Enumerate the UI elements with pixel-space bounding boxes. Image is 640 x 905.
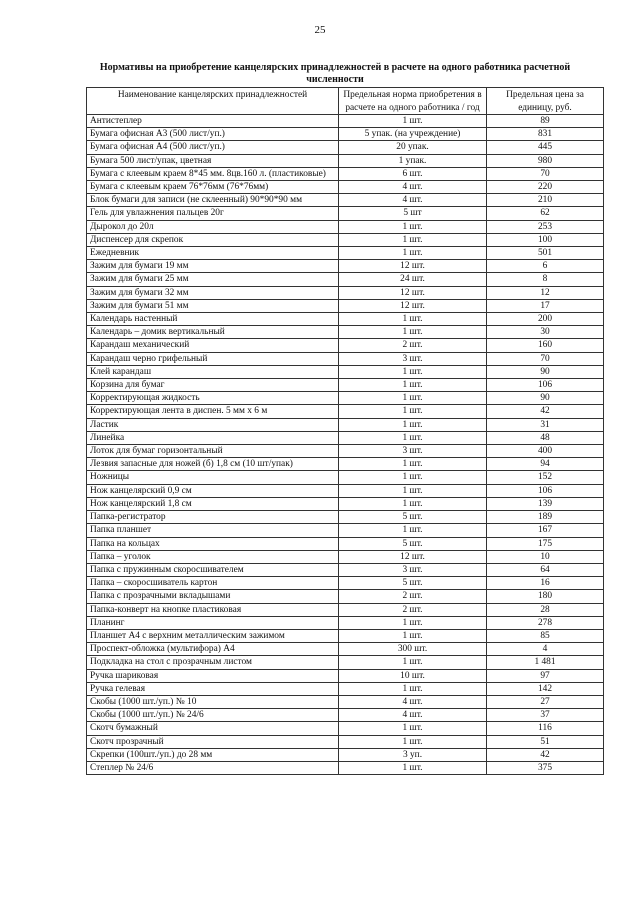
table-row <box>87 748 604 761</box>
item-name-cell: Лезвия запасные для ножей (б) 1,8 см (10 шт/упак) <box>87 458 339 471</box>
price-cell: 48 <box>487 431 604 444</box>
item-name-cell: Корзина для бумаг <box>87 379 339 392</box>
price-cell: 278 <box>487 616 604 629</box>
item-name-cell: Папка-конверт на кнопке пластиковая <box>87 603 339 616</box>
norm-cell: 4 шт. <box>339 181 487 194</box>
item-name-cell: Бумага с клеевым краем 76*76мм (76*76мм) <box>87 181 339 194</box>
price-cell: 152 <box>487 471 604 484</box>
price-cell: 220 <box>487 181 604 194</box>
price-cell: 85 <box>487 629 604 642</box>
price-cell: 167 <box>487 524 604 537</box>
table-row <box>87 260 604 273</box>
price-cell: 17 <box>487 299 604 312</box>
norm-cell: 10 шт. <box>339 669 487 682</box>
item-name-cell: Скобы (1000 шт./уп.) № 24/6 <box>87 709 339 722</box>
price-cell: 253 <box>487 220 604 233</box>
price-cell: 70 <box>487 352 604 365</box>
document-title: Нормативы на приобретение канцелярских принадлежностей в расчете на одного работника расчетной численности <box>99 62 571 85</box>
table-row <box>87 458 604 471</box>
norm-cell: 2 шт. <box>339 339 487 352</box>
table-row <box>87 761 604 774</box>
item-name-cell: Папка-регистратор <box>87 511 339 524</box>
table-row <box>87 511 604 524</box>
price-cell: 831 <box>487 128 604 141</box>
price-cell: 106 <box>487 484 604 497</box>
norm-cell: 1 шт. <box>339 484 487 497</box>
price-cell: 139 <box>487 497 604 510</box>
item-name-cell: Календарь – домик вертикальный <box>87 326 339 339</box>
norm-cell: 12 шт. <box>339 550 487 563</box>
table-row <box>87 550 604 563</box>
norm-cell: 4 шт. <box>339 709 487 722</box>
item-name-cell: Бумага офисная А4 (500 лист/уп.) <box>87 141 339 154</box>
table-row <box>87 392 604 405</box>
table-row <box>87 167 604 180</box>
norm-cell: 1 упак. <box>339 154 487 167</box>
table-row <box>87 484 604 497</box>
price-cell: 142 <box>487 682 604 695</box>
table-row <box>87 590 604 603</box>
item-name-cell: Клей карандаш <box>87 365 339 378</box>
norm-cell: 1 шт. <box>339 313 487 326</box>
item-name-cell: Зажим для бумаги 51 мм <box>87 299 339 312</box>
price-cell: 160 <box>487 339 604 352</box>
price-cell: 189 <box>487 511 604 524</box>
price-cell: 28 <box>487 603 604 616</box>
norm-cell: 3 шт. <box>339 563 487 576</box>
item-name-cell: Нож канцелярский 0,9 см <box>87 484 339 497</box>
price-cell: 10 <box>487 550 604 563</box>
table-row <box>87 313 604 326</box>
norm-cell: 1 шт. <box>339 471 487 484</box>
price-cell: 6 <box>487 260 604 273</box>
price-cell: 51 <box>487 735 604 748</box>
norm-cell: 1 шт. <box>339 247 487 260</box>
price-cell: 445 <box>487 141 604 154</box>
norm-cell: 12 шт. <box>339 260 487 273</box>
price-cell: 180 <box>487 590 604 603</box>
norm-cell: 12 шт. <box>339 286 487 299</box>
item-name-cell: Папка с пружинным скоросшивателем <box>87 563 339 576</box>
table-row <box>87 497 604 510</box>
header-price: Предельная цена за единицу, руб. <box>487 88 604 115</box>
table-header-row <box>87 88 604 115</box>
norm-cell: 1 шт. <box>339 431 487 444</box>
norm-cell: 24 шт. <box>339 273 487 286</box>
table-row <box>87 431 604 444</box>
table-row <box>87 524 604 537</box>
item-name-cell: Ластик <box>87 418 339 431</box>
table-row <box>87 537 604 550</box>
price-cell: 106 <box>487 379 604 392</box>
price-cell: 375 <box>487 761 604 774</box>
item-name-cell: Папка – скоросшиватель картон <box>87 577 339 590</box>
norm-cell: 3 уп. <box>339 748 487 761</box>
table-row <box>87 339 604 352</box>
price-cell: 62 <box>487 207 604 220</box>
item-name-cell: Папка на кольцах <box>87 537 339 550</box>
norm-cell: 1 шт. <box>339 233 487 246</box>
table-row <box>87 273 604 286</box>
price-cell: 100 <box>487 233 604 246</box>
item-name-cell: Корректирующая жидкость <box>87 392 339 405</box>
price-cell: 30 <box>487 326 604 339</box>
price-cell: 27 <box>487 695 604 708</box>
table-row <box>87 141 604 154</box>
header-item-name: Наименование канцелярских принадлежностей <box>87 88 339 115</box>
item-name-cell: Зажим для бумаги 25 мм <box>87 273 339 286</box>
item-name-cell: Корректирующая лента в диспен. 5 мм х 6 м <box>87 405 339 418</box>
price-cell: 42 <box>487 748 604 761</box>
norm-cell: 4 шт. <box>339 695 487 708</box>
norm-cell: 3 шт. <box>339 352 487 365</box>
norm-cell: 2 шт. <box>339 603 487 616</box>
norm-cell: 1 шт. <box>339 524 487 537</box>
norm-cell: 1 шт. <box>339 682 487 695</box>
norm-cell: 3 шт. <box>339 445 487 458</box>
norm-cell: 1 шт. <box>339 379 487 392</box>
norm-cell: 1 шт. <box>339 392 487 405</box>
norm-cell: 1 шт. <box>339 220 487 233</box>
header-norm: Предельная норма приобретения в расчете на одного работника / год <box>339 88 487 115</box>
price-cell: 4 <box>487 643 604 656</box>
price-cell: 70 <box>487 167 604 180</box>
item-name-cell: Зажим для бумаги 19 мм <box>87 260 339 273</box>
norm-cell: 4 шт. <box>339 194 487 207</box>
price-cell: 97 <box>487 669 604 682</box>
table-row <box>87 405 604 418</box>
item-name-cell: Бумага с клеевым краем 8*45 мм. 8цв.160 л. (пластиковые) <box>87 167 339 180</box>
item-name-cell: Лоток для бумаг горизонтальный <box>87 445 339 458</box>
table-row <box>87 735 604 748</box>
item-name-cell: Блок бумаги для записи (не склеенный) 90*90*90 мм <box>87 194 339 207</box>
item-name-cell: Подкладка на стол с прозрачным листом <box>87 656 339 669</box>
price-cell: 42 <box>487 405 604 418</box>
item-name-cell: Скобы (1000 шт./уп.) № 10 <box>87 695 339 708</box>
item-name-cell: Зажим для бумаги 32 мм <box>87 286 339 299</box>
norm-cell: 5 шт. <box>339 511 487 524</box>
norm-cell: 1 шт. <box>339 722 487 735</box>
table-row <box>87 722 604 735</box>
price-cell: 90 <box>487 365 604 378</box>
table-row <box>87 695 604 708</box>
norm-cell: 1 шт. <box>339 761 487 774</box>
price-cell: 31 <box>487 418 604 431</box>
item-name-cell: Скотч прозрачный <box>87 735 339 748</box>
table-row <box>87 616 604 629</box>
table-row <box>87 656 604 669</box>
price-cell: 89 <box>487 115 604 128</box>
table-row <box>87 709 604 722</box>
norm-cell: 6 шт. <box>339 167 487 180</box>
item-name-cell: Скрепки (100шт./уп.) до 28 мм <box>87 748 339 761</box>
price-cell: 175 <box>487 537 604 550</box>
table-row <box>87 629 604 642</box>
table-row <box>87 299 604 312</box>
price-cell: 400 <box>487 445 604 458</box>
table-row <box>87 326 604 339</box>
table-body <box>87 115 604 775</box>
item-name-cell: Степлер № 24/6 <box>87 761 339 774</box>
table-row <box>87 682 604 695</box>
table-row <box>87 603 604 616</box>
table-row <box>87 352 604 365</box>
item-name-cell: Гель для увлажнения пальцев 20г <box>87 207 339 220</box>
table-row <box>87 128 604 141</box>
table-row <box>87 418 604 431</box>
price-cell: 37 <box>487 709 604 722</box>
norm-cell: 1 шт. <box>339 405 487 418</box>
table-row <box>87 379 604 392</box>
item-name-cell: Ручка шариковая <box>87 669 339 682</box>
price-cell: 210 <box>487 194 604 207</box>
table-row <box>87 115 604 128</box>
price-cell: 200 <box>487 313 604 326</box>
table-row <box>87 220 604 233</box>
stationery-norms-table <box>86 87 604 775</box>
norm-cell: 1 шт. <box>339 497 487 510</box>
table-row <box>87 194 604 207</box>
norm-cell: 5 шт. <box>339 577 487 590</box>
price-cell: 16 <box>487 577 604 590</box>
item-name-cell: Календарь настенный <box>87 313 339 326</box>
table-row <box>87 643 604 656</box>
item-name-cell: Проспект-обложка (мультифора) А4 <box>87 643 339 656</box>
item-name-cell: Ножницы <box>87 471 339 484</box>
table-row <box>87 181 604 194</box>
norm-cell: 300 шт. <box>339 643 487 656</box>
item-name-cell: Папка планшет <box>87 524 339 537</box>
item-name-cell: Карандаш механический <box>87 339 339 352</box>
item-name-cell: Папка с прозрачными вкладышами <box>87 590 339 603</box>
item-name-cell: Дырокол до 20л <box>87 220 339 233</box>
norm-cell: 5 упак. (на учреждение) <box>339 128 487 141</box>
norm-cell: 1 шт. <box>339 616 487 629</box>
item-name-cell: Бумага офисная А3 (500 лист/уп.) <box>87 128 339 141</box>
table-row <box>87 365 604 378</box>
item-name-cell: Скотч бумажный <box>87 722 339 735</box>
table-row <box>87 286 604 299</box>
norm-cell: 5 шт <box>339 207 487 220</box>
price-cell: 501 <box>487 247 604 260</box>
norm-cell: 1 шт. <box>339 115 487 128</box>
table-row <box>87 577 604 590</box>
item-name-cell: Антистеплер <box>87 115 339 128</box>
norm-cell: 1 шт. <box>339 458 487 471</box>
table-row <box>87 154 604 167</box>
table-row <box>87 207 604 220</box>
item-name-cell: Диспенсер для скрепок <box>87 233 339 246</box>
item-name-cell: Нож канцелярский 1,8 см <box>87 497 339 510</box>
price-cell: 1 481 <box>487 656 604 669</box>
table-row <box>87 563 604 576</box>
item-name-cell: Ежедневник <box>87 247 339 260</box>
norm-cell: 20 упак. <box>339 141 487 154</box>
price-cell: 116 <box>487 722 604 735</box>
item-name-cell: Карандаш черно грифельный <box>87 352 339 365</box>
norm-cell: 5 шт. <box>339 537 487 550</box>
norm-cell: 1 шт. <box>339 629 487 642</box>
norm-cell: 1 шт. <box>339 365 487 378</box>
norm-cell: 1 шт. <box>339 735 487 748</box>
price-cell: 12 <box>487 286 604 299</box>
table-row <box>87 445 604 458</box>
item-name-cell: Ручка гелевая <box>87 682 339 695</box>
item-name-cell: Бумага 500 лист/упак, цветная <box>87 154 339 167</box>
norm-cell: 2 шт. <box>339 590 487 603</box>
page-number: 25 <box>314 24 326 36</box>
item-name-cell: Планинг <box>87 616 339 629</box>
norm-cell: 12 шт. <box>339 299 487 312</box>
norm-cell: 1 шт. <box>339 656 487 669</box>
price-cell: 94 <box>487 458 604 471</box>
price-cell: 90 <box>487 392 604 405</box>
table-row <box>87 471 604 484</box>
table-row <box>87 247 604 260</box>
item-name-cell: Папка – уголок <box>87 550 339 563</box>
norm-cell: 1 шт. <box>339 418 487 431</box>
norm-cell: 1 шт. <box>339 326 487 339</box>
item-name-cell: Планшет А4 с верхним металлическим зажимом <box>87 629 339 642</box>
table-row <box>87 233 604 246</box>
price-cell: 8 <box>487 273 604 286</box>
price-cell: 980 <box>487 154 604 167</box>
item-name-cell: Линейка <box>87 431 339 444</box>
price-cell: 64 <box>487 563 604 576</box>
table-row <box>87 669 604 682</box>
